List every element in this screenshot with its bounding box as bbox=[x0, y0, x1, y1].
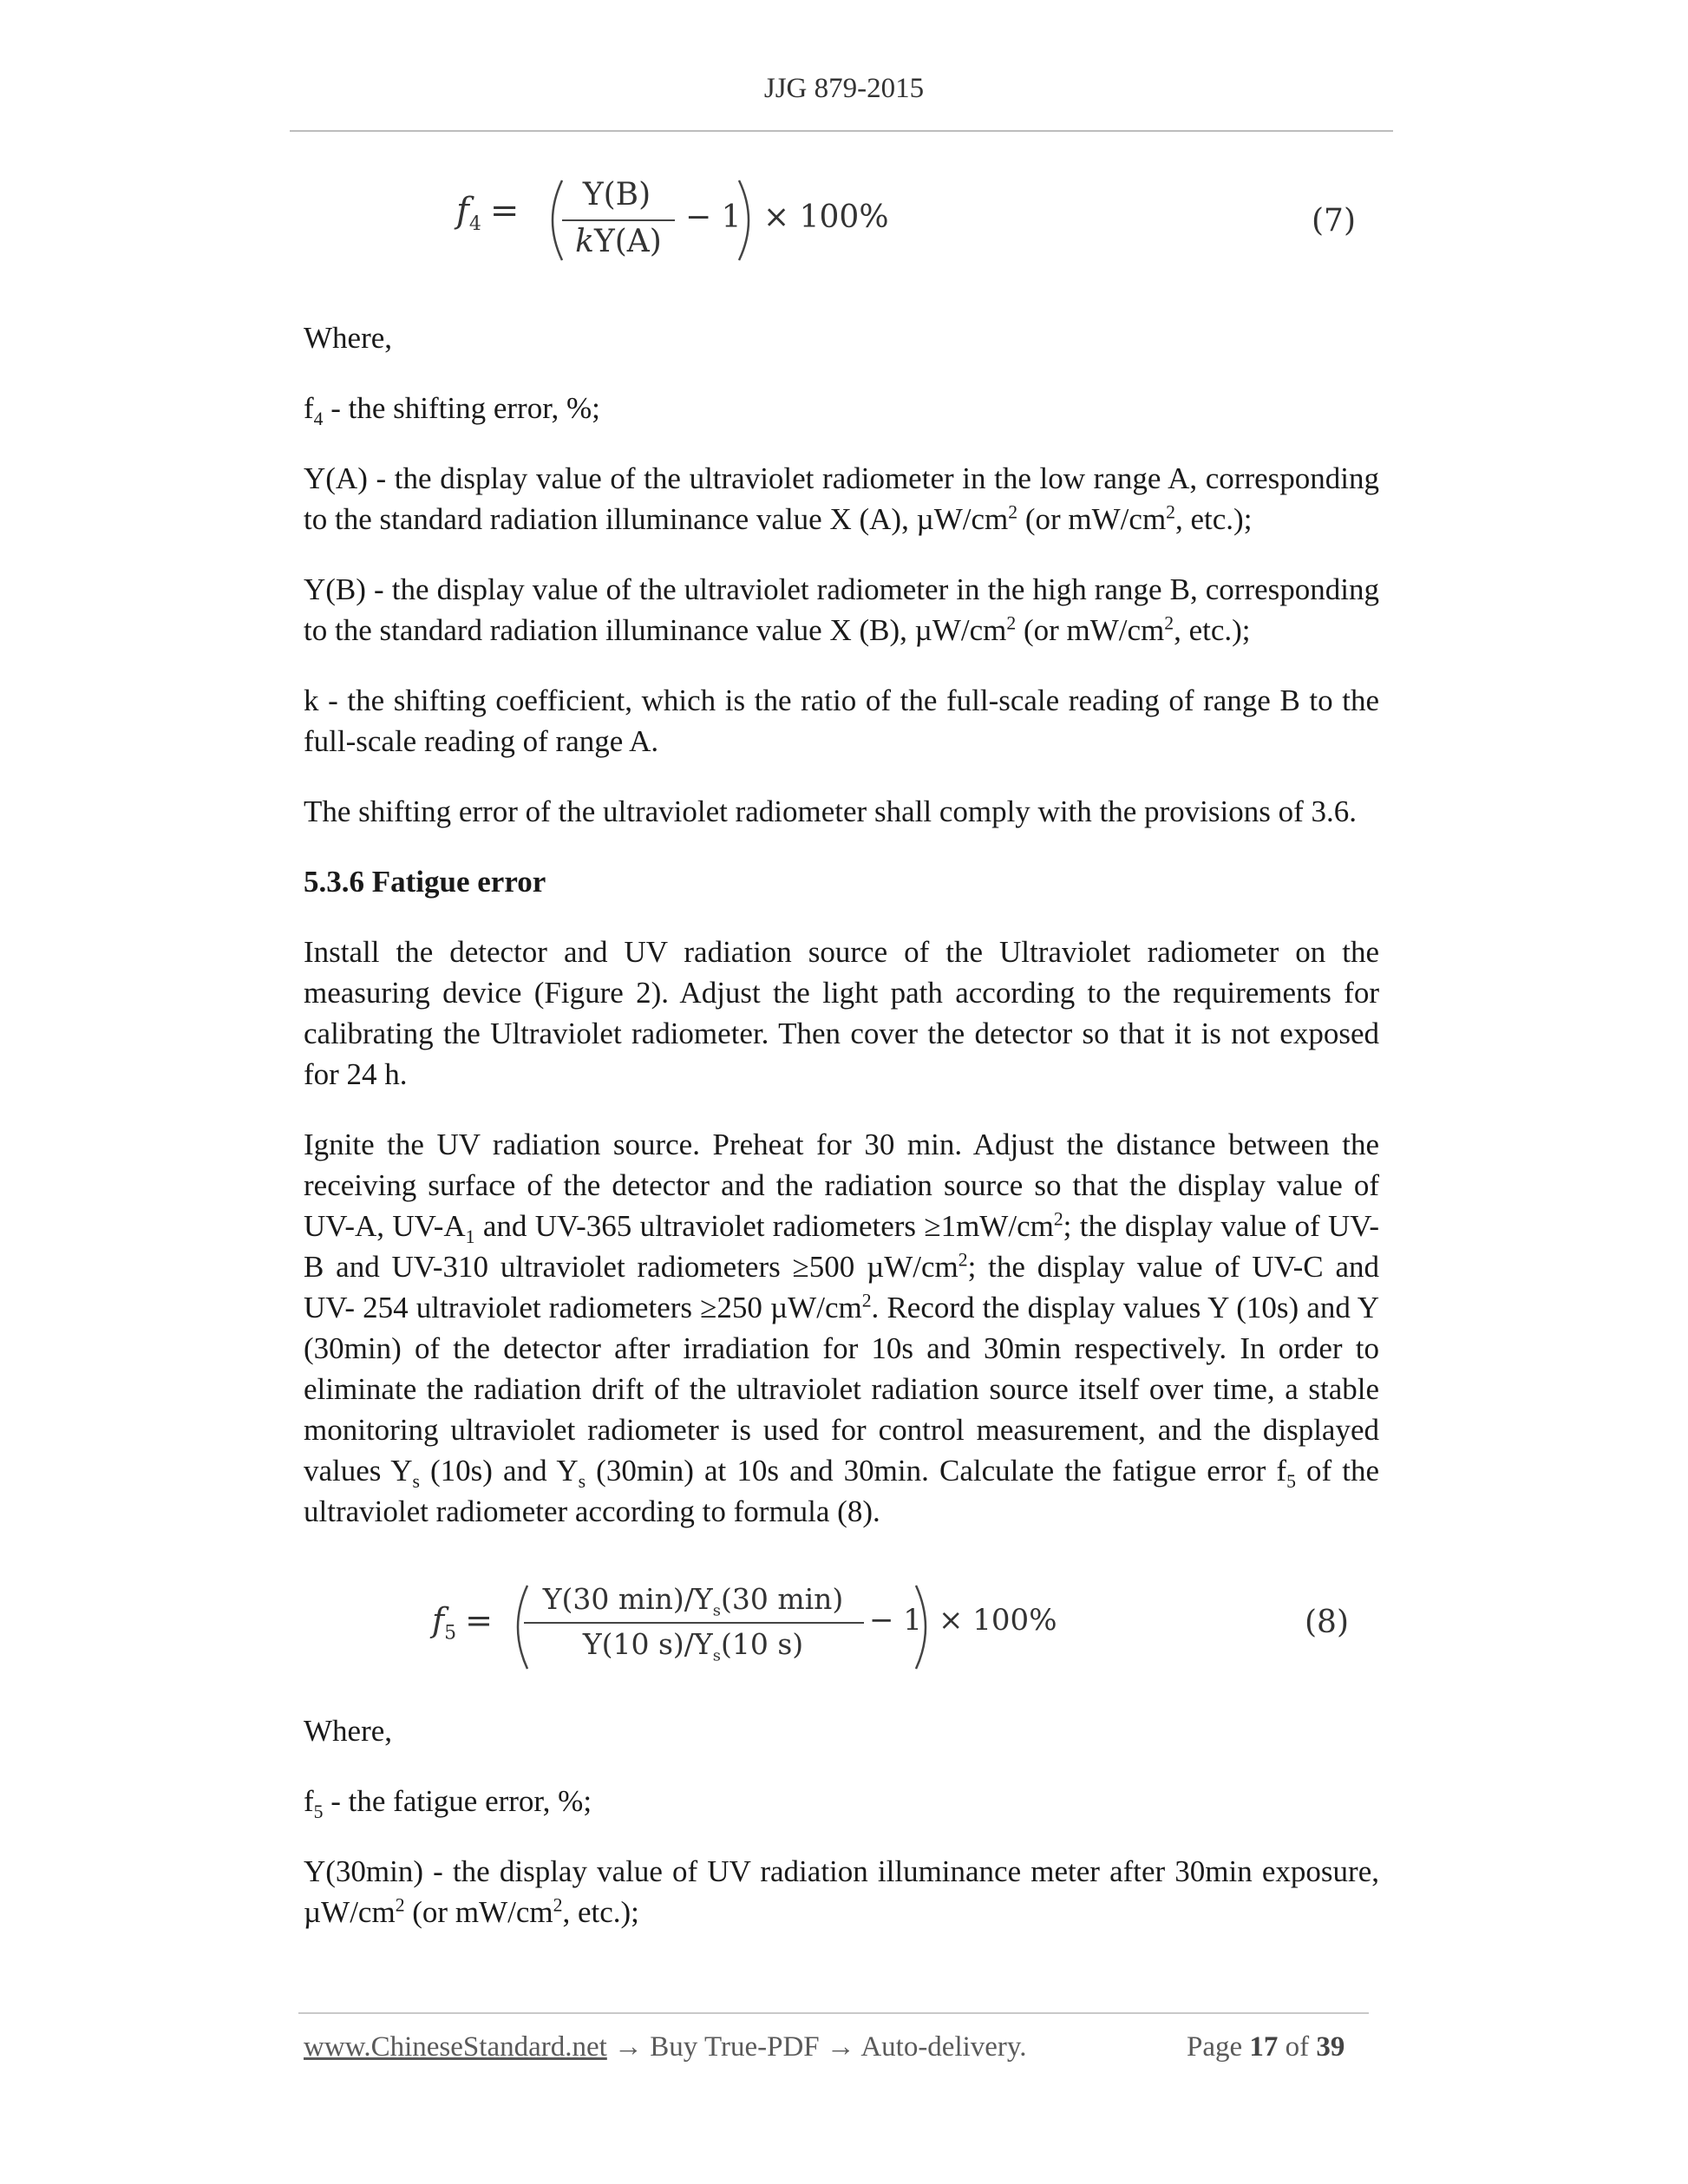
page-current: 17 bbox=[1249, 2031, 1279, 2063]
footer-buy-text: Buy True-PDF bbox=[650, 2031, 820, 2063]
definitions-block-2 bbox=[304, 1710, 1379, 1932]
section-heading-5-3-6: 5.3.6 Fatigue error bbox=[304, 865, 546, 899]
footer-delivery-text: Auto-delivery. bbox=[860, 2031, 1027, 2063]
footer-site-link[interactable]: www.ChineseStandard.net bbox=[304, 2031, 607, 2063]
eq7-right-paren bbox=[734, 177, 763, 264]
footer-promo bbox=[304, 2031, 1027, 2063]
eq8-fraction-bar bbox=[524, 1622, 864, 1624]
eq8-minus-one: − 1 bbox=[869, 1603, 922, 1638]
page-header-title: JJG 879-2015 bbox=[763, 73, 925, 104]
eq7-numerator: Y(B) bbox=[582, 177, 651, 213]
comply-statement: The shifting error of the ultraviolet radiometer shall comply with the provisions of 3.6. bbox=[304, 794, 1358, 828]
where-label-2: Where, bbox=[304, 1714, 393, 1748]
eq8-denominator: Y(10 $s)/Y_s(10$ s) bbox=[582, 1627, 804, 1665]
page-total: 39 bbox=[1316, 2031, 1345, 2063]
install-paragraph: Install the detector and UV radiation source of the Ultraviolet radiometer on the measuring device (Figure 2). Adjust the light path according to the requirements for calibrating the Ultraviolet radiometer. Then cover the detector so that it is not exposed for 24 h. bbox=[304, 935, 1379, 1091]
eq7-number: (7) bbox=[1312, 203, 1356, 239]
ignite-paragraph: Ignite the UV radiation source. Preheat for 30 min. Adjust the distance between the receiving surface of the detector and the radiation source so that the display value of UV-A, $UV-A_1$ and UV-365 ultraviolet radiometers $\ge 1mW/cm^2$; the display value of UV-B and UV-310 ultraviolet radiometers ≥500 $\mu W/cm^2$; the display value of UV-C and UV- 254 ultraviolet radiometers ≥250 $\mu W/cm^2$. Record the display values Y (10s) and Y (30min) of the detector after irradiation for 10s and 30min respectively. In order to eliminate the radiation drift of the ultraviolet radiation source itself over time, a stable monitoring ultraviolet radiometer is used for control measurement, and the displayed values $Y_s$ (10s) and $Y_s$ (30min) at 10s and 30min. Calculate the fatigue error $f_5$ of the ultraviolet radiometer according to formula (8). bbox=[304, 1128, 1379, 1528]
eq7-fraction-bar bbox=[562, 219, 675, 221]
header-divider bbox=[290, 130, 1393, 132]
definitions-block-1 bbox=[304, 317, 1379, 1532]
eq7-minus-one: − 1 bbox=[685, 199, 742, 235]
arrow-icon: → bbox=[614, 2031, 644, 2063]
arrow-icon: → bbox=[826, 2031, 855, 2063]
eq8-lhs: $f_5$ = bbox=[432, 1601, 493, 1645]
eq7-lhs: $f_4$ = bbox=[456, 191, 520, 235]
eq7-denominator: kY(A) bbox=[575, 224, 662, 259]
footer-divider bbox=[298, 2012, 1369, 2014]
where-label: Where, bbox=[304, 321, 393, 355]
eq8-multiplier: × 100% bbox=[939, 1603, 1057, 1638]
def-ya: Y(A) - the display value of the ultraviolet radiometer in the low range A, corresponding to the standard radiation illuminance value X (A), $\mu W/cm^2$ (or $mW/cm^2$, etc.); bbox=[304, 461, 1379, 536]
eq8-number: (8) bbox=[1305, 1605, 1349, 1640]
eq7-multiplier: × 100% bbox=[763, 199, 889, 235]
def-f5: $f_5$ - the fatigue error, %; bbox=[304, 1784, 592, 1822]
def-f4: $f_4$ - the shifting error, %; bbox=[304, 391, 600, 429]
eq8-numerator: Y(30 $\min)/Y_s(30$ min) bbox=[542, 1582, 844, 1620]
page-indicator: Page 17 of 39 bbox=[1187, 2031, 1345, 2063]
def-yb: Y(B) - the display value of the ultraviolet radiometer in the high range B, corresponding to the standard radiation illuminance value X (B), $\mu W/cm^2$ (or $mW/cm^2$, etc.); bbox=[304, 572, 1379, 647]
def-k: k - the shifting coefficient, which is the ratio of the full-scale reading of range B to the full-scale reading of range A. bbox=[304, 683, 1379, 758]
def-y30: Y(30min) - the display value of UV radiation illuminance meter after 30min exposure, $\mu W/cm^2$ (or $mW/cm^2$, etc.); bbox=[304, 1854, 1379, 1929]
eq8-right-paren bbox=[911, 1582, 940, 1672]
